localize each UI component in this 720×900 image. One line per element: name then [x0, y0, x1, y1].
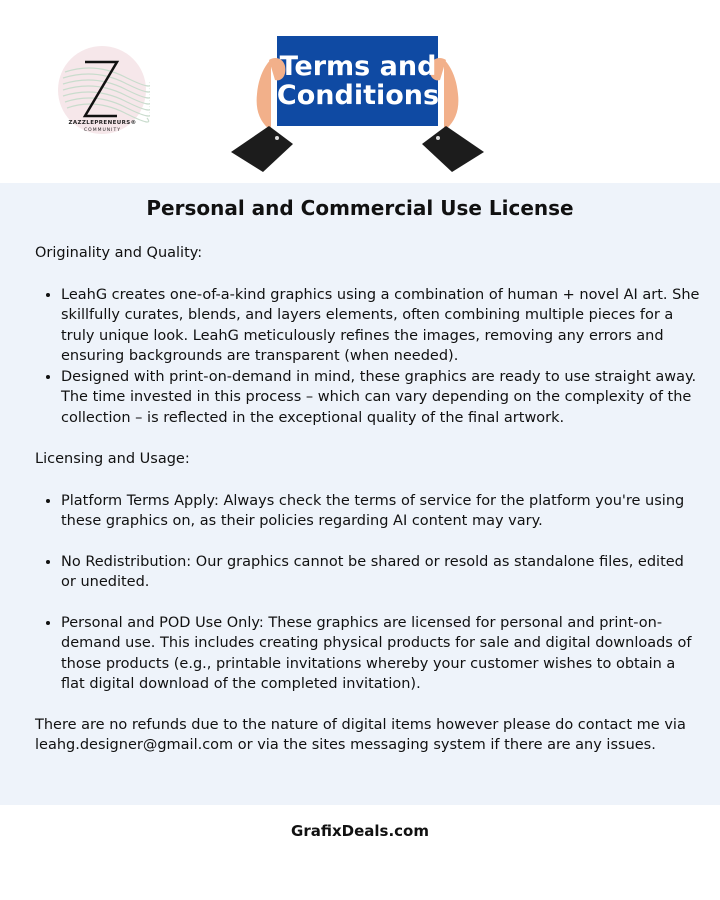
refund-note: There are no refunds due to the nature of digital items however please do contact me via leahg.designer@gmail.com or via the sites messaging system if there are any issues. — [35, 716, 686, 753]
section-heading-licensing: Licensing and Usage: — [35, 451, 190, 467]
header — [0, 0, 720, 183]
sign-title: Terms and Conditions — [276, 51, 440, 111]
originality-list — [35, 285, 700, 429]
terms-sign — [225, 20, 490, 180]
section-heading-originality: Originality and Quality: — [35, 245, 203, 261]
logo-graphic-icon — [55, 42, 150, 152]
logo-wordmark: ZAZZLEPRENEURS® — [68, 120, 137, 126]
zazzlepreneurs-logo — [55, 42, 150, 152]
licensing-list — [35, 491, 700, 532]
page-title: Personal and Commercial Use License — [146, 196, 574, 220]
license-content — [35, 243, 700, 756]
licensing-list-3 — [35, 613, 700, 695]
list-item: • Designed with print-on-demand in mind, these graphics are ready to use straight away. The time invested in this process – which can vary depending on the complexity of the collection – is reflected in the exceptional quality of the final artwork. — [61, 367, 700, 429]
list-item: • LeahG creates one-of-a-kind graphics using a combination of human + novel AI art. She skillfully curates, blends, and layers elements, often combining multiple pieces for a truly unique look. LeahG meticulously refines the images, removing any errors and ensuring backgrounds are transparent (when needed). — [61, 285, 700, 367]
list-item: • No Redistribution: Our graphics cannot be shared or resold as standalone files, edited or unedited. — [61, 552, 700, 593]
footer-site-name: GrafixDeals.com — [291, 822, 429, 840]
list-item: • Personal and POD Use Only: These graphics are licensed for personal and print-on-demand use. This includes creating physical products for sale and digital downloads of those products (e.g., printable invitations whereby your customer wishes to obtain a flat digital download of the completed invitation). — [61, 613, 700, 695]
logo-subtitle: COMMUNITY — [84, 128, 121, 133]
list-item: • Platform Terms Apply: Always check the terms of service for the platform you're using these graphics on, as their policies regarding AI content may vary. — [61, 491, 700, 532]
licensing-list-2 — [35, 552, 700, 593]
